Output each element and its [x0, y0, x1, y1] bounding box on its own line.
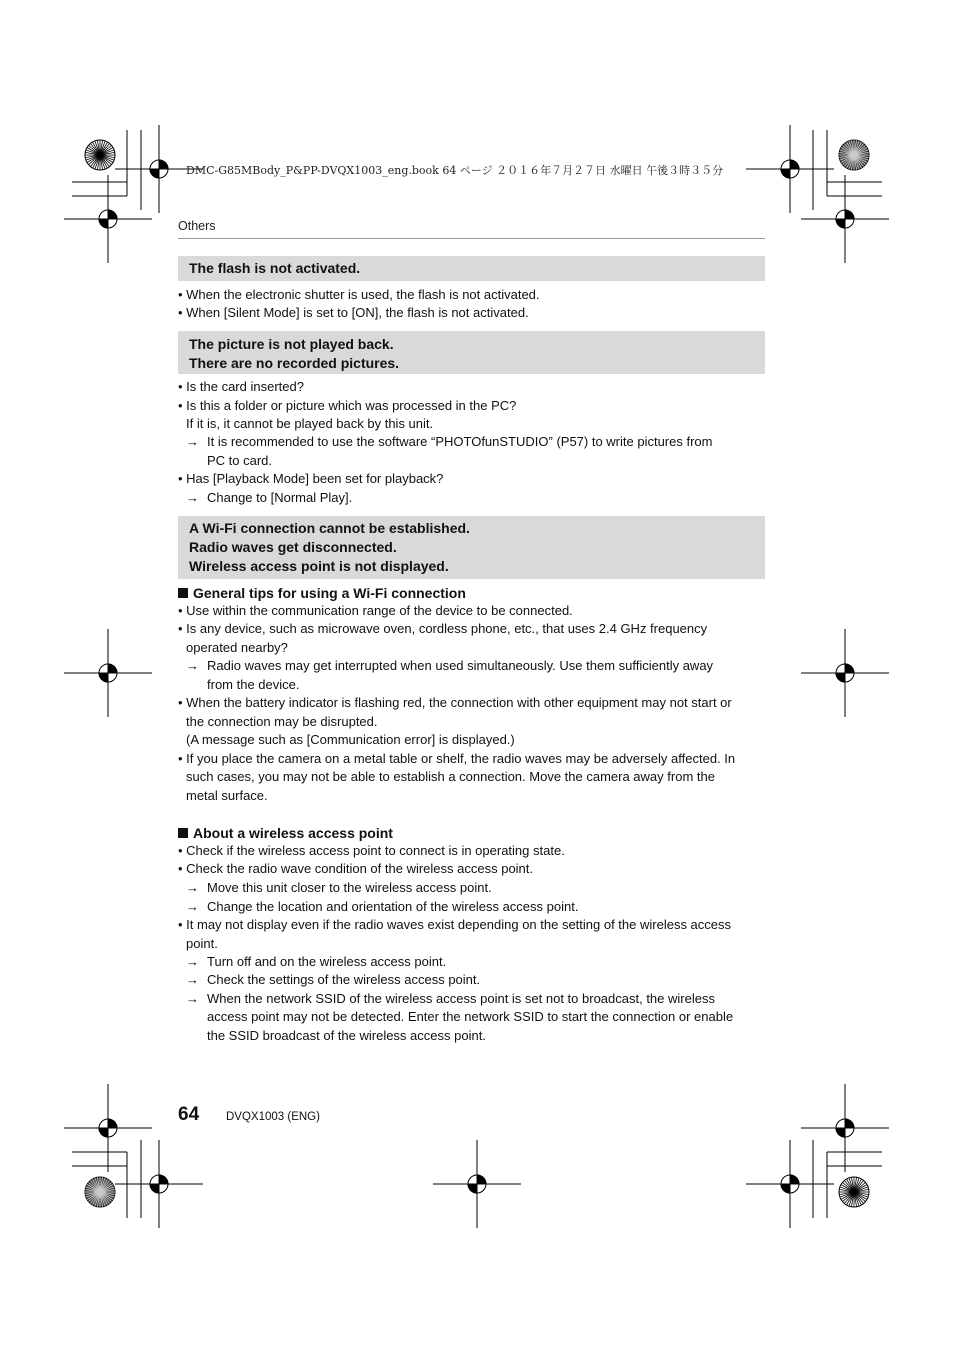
arrow-icon: → — [186, 899, 199, 914]
heading-line: Wireless access point is not displayed. — [189, 558, 449, 574]
arrow-item — [186, 879, 492, 897]
color-wheel-icon — [85, 140, 115, 170]
subheading-text: About a wireless access point — [193, 825, 393, 841]
bullet-item: • Is any device, such as microwave oven, cordless phone, etc., that uses 2.4 GHz frequency — [178, 621, 708, 636]
arrow-item-text: Check the settings of the wireless access point. — [207, 972, 481, 987]
continuation-text: operated nearby? — [186, 640, 288, 655]
arrow-icon: → — [186, 972, 199, 987]
continuation-text: point. — [186, 936, 218, 951]
heading-line: The picture is not played back. — [189, 336, 394, 352]
color-wheel-icon — [839, 140, 869, 170]
heading-line: There are no recorded pictures. — [189, 355, 400, 371]
continuation-text: metal surface. — [186, 788, 268, 803]
bullet-item: • Is the card inserted? — [178, 379, 304, 394]
header-rule — [178, 238, 765, 239]
arrow-item-text: Turn off and on the wireless access point. — [207, 954, 447, 969]
bullet-item: • Is this a folder or picture which was processed in the PC? — [178, 398, 517, 413]
arrow-item-text: Change to [Normal Play]. — [207, 490, 353, 505]
arrow-item — [186, 898, 578, 916]
arrow-item — [186, 433, 712, 451]
heading-picture-not-played — [178, 331, 765, 374]
heading-line: The flash is not activated. — [189, 260, 361, 276]
heading-line: Radio waves get disconnected. — [189, 539, 397, 555]
arrow-icon: → — [186, 434, 199, 449]
subheading-access-point — [178, 824, 393, 842]
arrow-icon: → — [186, 954, 199, 969]
arrow-icon: → — [186, 880, 199, 895]
continuation-text: If it is, it cannot be played back by this unit. — [186, 416, 434, 431]
registration-mark-icon — [115, 1140, 203, 1228]
arrow-icon: → — [186, 658, 199, 673]
continuation-text: PC to card. — [207, 453, 273, 468]
square-bullet-icon — [178, 828, 188, 838]
registration-mark-icon — [746, 1140, 834, 1228]
continuation-text: such cases, you may not be able to establish a connection. Move the camera away from the — [186, 769, 715, 784]
continuation-text: the connection may be disrupted. — [186, 714, 378, 729]
registration-mark-icon — [64, 1084, 152, 1172]
arrow-item — [186, 657, 713, 675]
bullet-item: • It may not display even if the radio waves exist depending on the setting of the wireless access — [178, 917, 732, 932]
bullet-item: • Check the radio wave condition of the wireless access point. — [178, 861, 534, 876]
bullet-item: • Has [Playback Mode] been set for playback? — [178, 471, 444, 486]
registration-mark-icon — [801, 175, 889, 263]
registration-mark-icon — [64, 629, 152, 717]
registration-mark-icon — [433, 1140, 521, 1228]
arrow-item-text: Change the location and orientation of the wireless access point. — [207, 899, 579, 914]
square-bullet-icon — [178, 588, 188, 598]
bullet-item: • When [Silent Mode] is set to [ON], the flash is not activated. — [178, 305, 529, 320]
arrow-item — [186, 953, 446, 971]
color-wheel-icon — [85, 1177, 115, 1207]
arrow-item — [186, 489, 352, 507]
printer-slug-line: DMC-G85MBody_P&PP-DVQX1003_eng.book 64 ページ ２０１６年７月２７日 水曜日 午後３時３５分 — [186, 164, 724, 177]
arrow-item-text: Radio waves may get interrupted when used simultaneously. Use them sufficiently away — [207, 658, 714, 673]
heading-wifi-connection — [178, 516, 765, 579]
subheading-text: General tips for using a Wi-Fi connection — [193, 585, 466, 601]
registration-mark-icon — [746, 125, 834, 213]
arrow-item — [186, 971, 480, 989]
color-wheel-icon — [839, 1177, 869, 1207]
subheading-general-tips — [178, 584, 466, 602]
continuation-text: the SSID broadcast of the wireless access point. — [207, 1028, 486, 1043]
heading-line: A Wi-Fi connection cannot be established. — [189, 520, 470, 536]
bullet-item: • Check if the wireless access point to connect is in operating state. — [178, 843, 565, 858]
bullet-item: • When the electronic shutter is used, the flash is not activated. — [178, 287, 540, 302]
arrow-item — [186, 990, 715, 1008]
arrow-item-text: When the network SSID of the wireless access point is set not to broadcast, the wireless — [207, 991, 715, 1006]
arrow-item-text: It is recommended to use the software “PHOTOfunSTUDIO” (P57) to write pictures from — [207, 434, 713, 449]
bullet-item: • If you place the camera on a metal table or shelf, the radio waves may be adversely affected. In — [178, 751, 736, 766]
registration-mark-icon — [64, 175, 152, 263]
registration-mark-icon — [801, 629, 889, 717]
arrow-icon: → — [186, 490, 199, 505]
heading-flash-not-activated — [178, 256, 765, 281]
section-label: Others — [178, 219, 216, 233]
document-code: DVQX1003 (ENG) — [226, 1111, 320, 1123]
arrow-item-text: Move this unit closer to the wireless access point. — [207, 880, 492, 895]
continuation-text: (A message such as [Communication error] is displayed.) — [186, 732, 515, 747]
continuation-text: access point may not be detected. Enter the network SSID to start the connection or enable — [207, 1009, 734, 1024]
bullet-item: • Use within the communication range of the device to be connected. — [178, 603, 573, 618]
registration-mark-icon — [801, 1084, 889, 1172]
page-number: 64 — [178, 1104, 200, 1125]
arrow-icon: → — [186, 991, 199, 1006]
continuation-text: from the device. — [207, 677, 300, 692]
bullet-item: • When the battery indicator is flashing red, the connection with other equipment may not start or — [178, 695, 732, 710]
